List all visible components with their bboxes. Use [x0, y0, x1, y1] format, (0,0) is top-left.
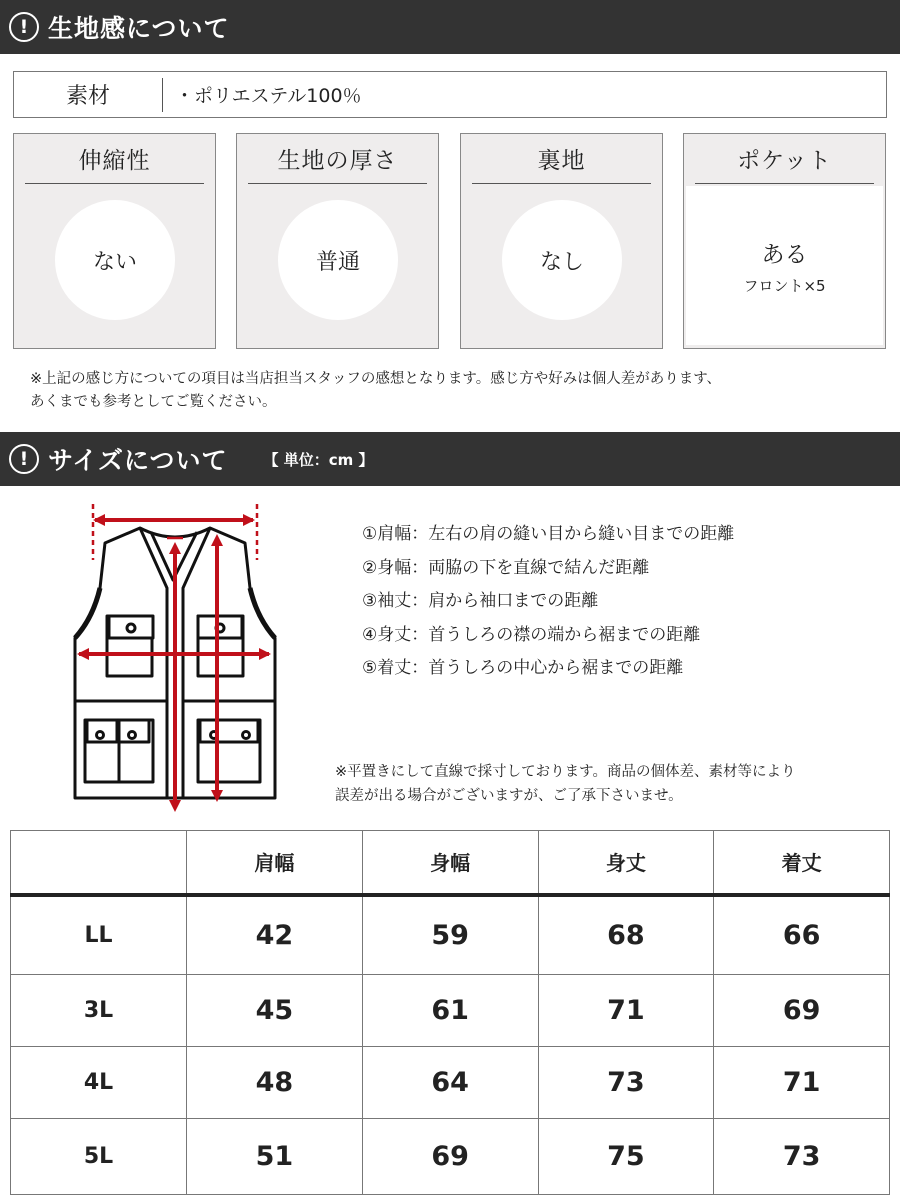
- legend-item: ⑤着丈：首うしろの中心から裾までの距離: [362, 658, 684, 678]
- measure-note-line: ※平置きにして直線で採寸しております。商品の個体差、素材等により: [335, 764, 796, 780]
- feature-thickness: [236, 133, 439, 349]
- size-section-title: サイズについて: [48, 446, 228, 475]
- measure-legend: [362, 518, 734, 686]
- table-cell: 73: [538, 1047, 714, 1119]
- table-cell: 71: [714, 1047, 890, 1119]
- size-label: 5L: [11, 1119, 187, 1195]
- table-row: [11, 895, 890, 975]
- table-cell: 64: [362, 1047, 538, 1119]
- material-row: [13, 71, 887, 118]
- feature-value: 普通: [278, 200, 398, 320]
- legend-item: ③袖丈：肩から袖口までの距離: [362, 591, 599, 611]
- table-cell: 42: [187, 895, 363, 975]
- table-cell: 51: [187, 1119, 363, 1195]
- size-label: LL: [11, 895, 187, 975]
- fabric-note-line: あくまでも参考としてご覧ください。: [30, 394, 277, 410]
- table-header-row: [11, 831, 890, 895]
- table-cell: 75: [538, 1119, 714, 1195]
- table-cell: 71: [538, 975, 714, 1047]
- table-row: [11, 975, 890, 1047]
- feature-pocket: [683, 133, 886, 349]
- table-cell: 73: [714, 1119, 890, 1195]
- size-label: 4L: [11, 1047, 187, 1119]
- material-label: 素材: [65, 84, 110, 109]
- table-row: [11, 1047, 890, 1119]
- table-row: [11, 1119, 890, 1195]
- table-header-cell: 身丈: [538, 831, 714, 895]
- unit-label: 【 単位：cm 】: [263, 450, 374, 469]
- feature-stretch: [13, 133, 216, 349]
- feature-value: ない: [55, 200, 175, 320]
- measure-note: [335, 760, 796, 808]
- legend-item: ①肩幅：左右の肩の縫い目から縫い目までの距離: [362, 524, 735, 544]
- feature-label: 生地の厚さ: [248, 134, 427, 184]
- size-section-header: [0, 432, 900, 486]
- feature-value: なし: [502, 200, 622, 320]
- table-header-cell: 身幅: [362, 831, 538, 895]
- exclamation-icon: !: [9, 12, 39, 42]
- table-cell: 45: [187, 975, 363, 1047]
- feature-label: ポケット: [695, 134, 874, 184]
- measure-note-line: 誤差が出る場合がございますが、ご了承下さいませ。: [335, 788, 683, 804]
- fabric-note: [30, 368, 721, 414]
- vest-diagram-icon: [65, 498, 285, 818]
- table-cell: 66: [714, 895, 890, 975]
- material-value: ・ポリエステル100％: [175, 85, 362, 107]
- table-header-cell: [11, 831, 187, 895]
- feature-lining: [460, 133, 663, 349]
- fabric-section-title: 生地感について: [48, 14, 230, 43]
- feature-label: 伸縮性: [25, 134, 204, 184]
- fabric-note-line: ※上記の感じ方についての項目は当店担当スタッフの感想となります。感じ方や好みは個人差があります、: [30, 371, 722, 387]
- size-label: 3L: [11, 975, 187, 1047]
- table-cell: 69: [362, 1119, 538, 1195]
- table-cell: 61: [362, 975, 538, 1047]
- feature-label: 裏地: [472, 134, 651, 184]
- feature-value: ある: [761, 241, 808, 268]
- pocket-detail: フロント×5: [743, 276, 826, 295]
- pocket-panel: [686, 186, 883, 345]
- size-table: [10, 830, 890, 1195]
- fabric-section-header: [0, 0, 900, 54]
- table-header-cell: 肩幅: [187, 831, 363, 895]
- legend-item: ②身幅：両脇の下を直線で結んだ距離: [362, 557, 650, 578]
- exclamation-icon: !: [9, 444, 39, 474]
- legend-item: ④身丈：首うしろの襟の端から裾までの距離: [362, 624, 701, 645]
- table-cell: 68: [538, 895, 714, 975]
- table-cell: 59: [362, 895, 538, 975]
- table-cell: 48: [187, 1047, 363, 1119]
- table-cell: 69: [714, 975, 890, 1047]
- table-header-cell: 着丈: [714, 831, 890, 895]
